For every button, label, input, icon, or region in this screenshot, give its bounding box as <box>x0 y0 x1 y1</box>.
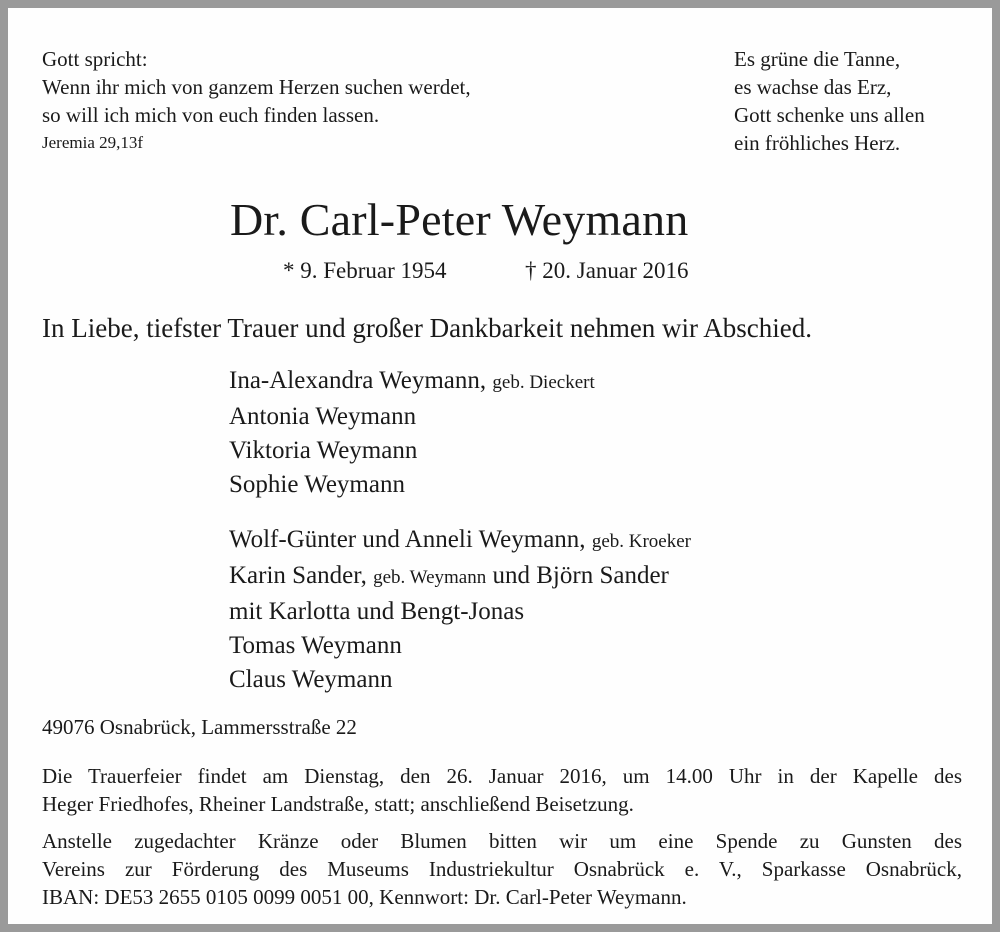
family-member: Claus Weymann <box>229 666 393 693</box>
deceased-name: Dr. Carl-Peter Weymann <box>230 194 689 245</box>
family-member: Antonia Weymann <box>229 403 417 430</box>
family-group-1 <box>229 364 595 502</box>
family-member-note: geb. Dieckert <box>492 372 595 393</box>
verse-left-line: Wenn ihr mich von ganzem Herzen suchen werdet, <box>42 75 471 99</box>
verse-right-line: Es grüne die Tanne, <box>734 47 901 71</box>
family-member <box>229 523 691 559</box>
verse-right-line: ein fröhliches Herz. <box>734 131 901 155</box>
family-member: mit Karlotta und Bengt-Jonas <box>229 598 525 625</box>
family-member-note: geb. Kroeker <box>591 531 691 552</box>
death-date: † 20. Januar 2016 <box>525 258 689 283</box>
donation-line: Vereins zur Förderung des Museums Industriekultur Osnabrück e. V., Sparkasse Osnabrück, <box>42 857 962 881</box>
family-member-name: Ina-Alexandra Weymann, <box>229 367 487 394</box>
family-member: Viktoria Weymann <box>229 437 418 464</box>
family-member <box>229 559 691 595</box>
funeral-info <box>42 762 962 818</box>
family-member-name: Wolf-Günter und Anneli Weymann, <box>229 526 586 553</box>
verse-right-line: Gott schenke uns allen <box>734 103 925 127</box>
address: 49076 Osnabrück, Lammersstraße 22 <box>42 715 357 739</box>
family-member: Sophie Weymann <box>229 471 405 498</box>
family-member-name: Karin Sander, <box>229 562 367 589</box>
verse-right-line: es wachse das Erz, <box>734 75 892 99</box>
family-member <box>229 364 595 400</box>
donation-info <box>42 827 962 911</box>
family-group-2 <box>229 523 691 697</box>
family-member-note: geb. Weymann <box>373 567 487 588</box>
verse-left <box>42 45 471 157</box>
verse-left-line: so will ich mich von euch finden lassen. <box>42 103 380 127</box>
birth-date: * 9. Februar 1954 <box>283 258 447 283</box>
verse-right <box>734 45 925 157</box>
funeral-line: Heger Friedhofes, Rheiner Landstraße, statt; anschließend Beisetzung. <box>42 792 634 816</box>
farewell-text: In Liebe, tiefster Trauer und großer Dankbarkeit nehmen wir Abschied. <box>42 313 813 343</box>
family-member-rest: und Björn Sander <box>492 562 669 589</box>
verse-left-source: Jeremia 29,13f <box>42 133 144 152</box>
family-member: Tomas Weymann <box>229 632 402 659</box>
verse-left-line: Gott spricht: <box>42 47 148 71</box>
donation-line: Anstelle zugedachter Kränze oder Blumen bitten wir um eine Spende zu Gunsten des <box>42 829 962 853</box>
funeral-line: Die Trauerfeier findet am Dienstag, den 26. Januar 2016, um 14.00 Uhr in der Kapelle des <box>42 764 962 788</box>
donation-line: IBAN: DE53 2655 0105 0099 0051 00, Kennwort: Dr. Carl-Peter Weymann. <box>42 885 687 909</box>
